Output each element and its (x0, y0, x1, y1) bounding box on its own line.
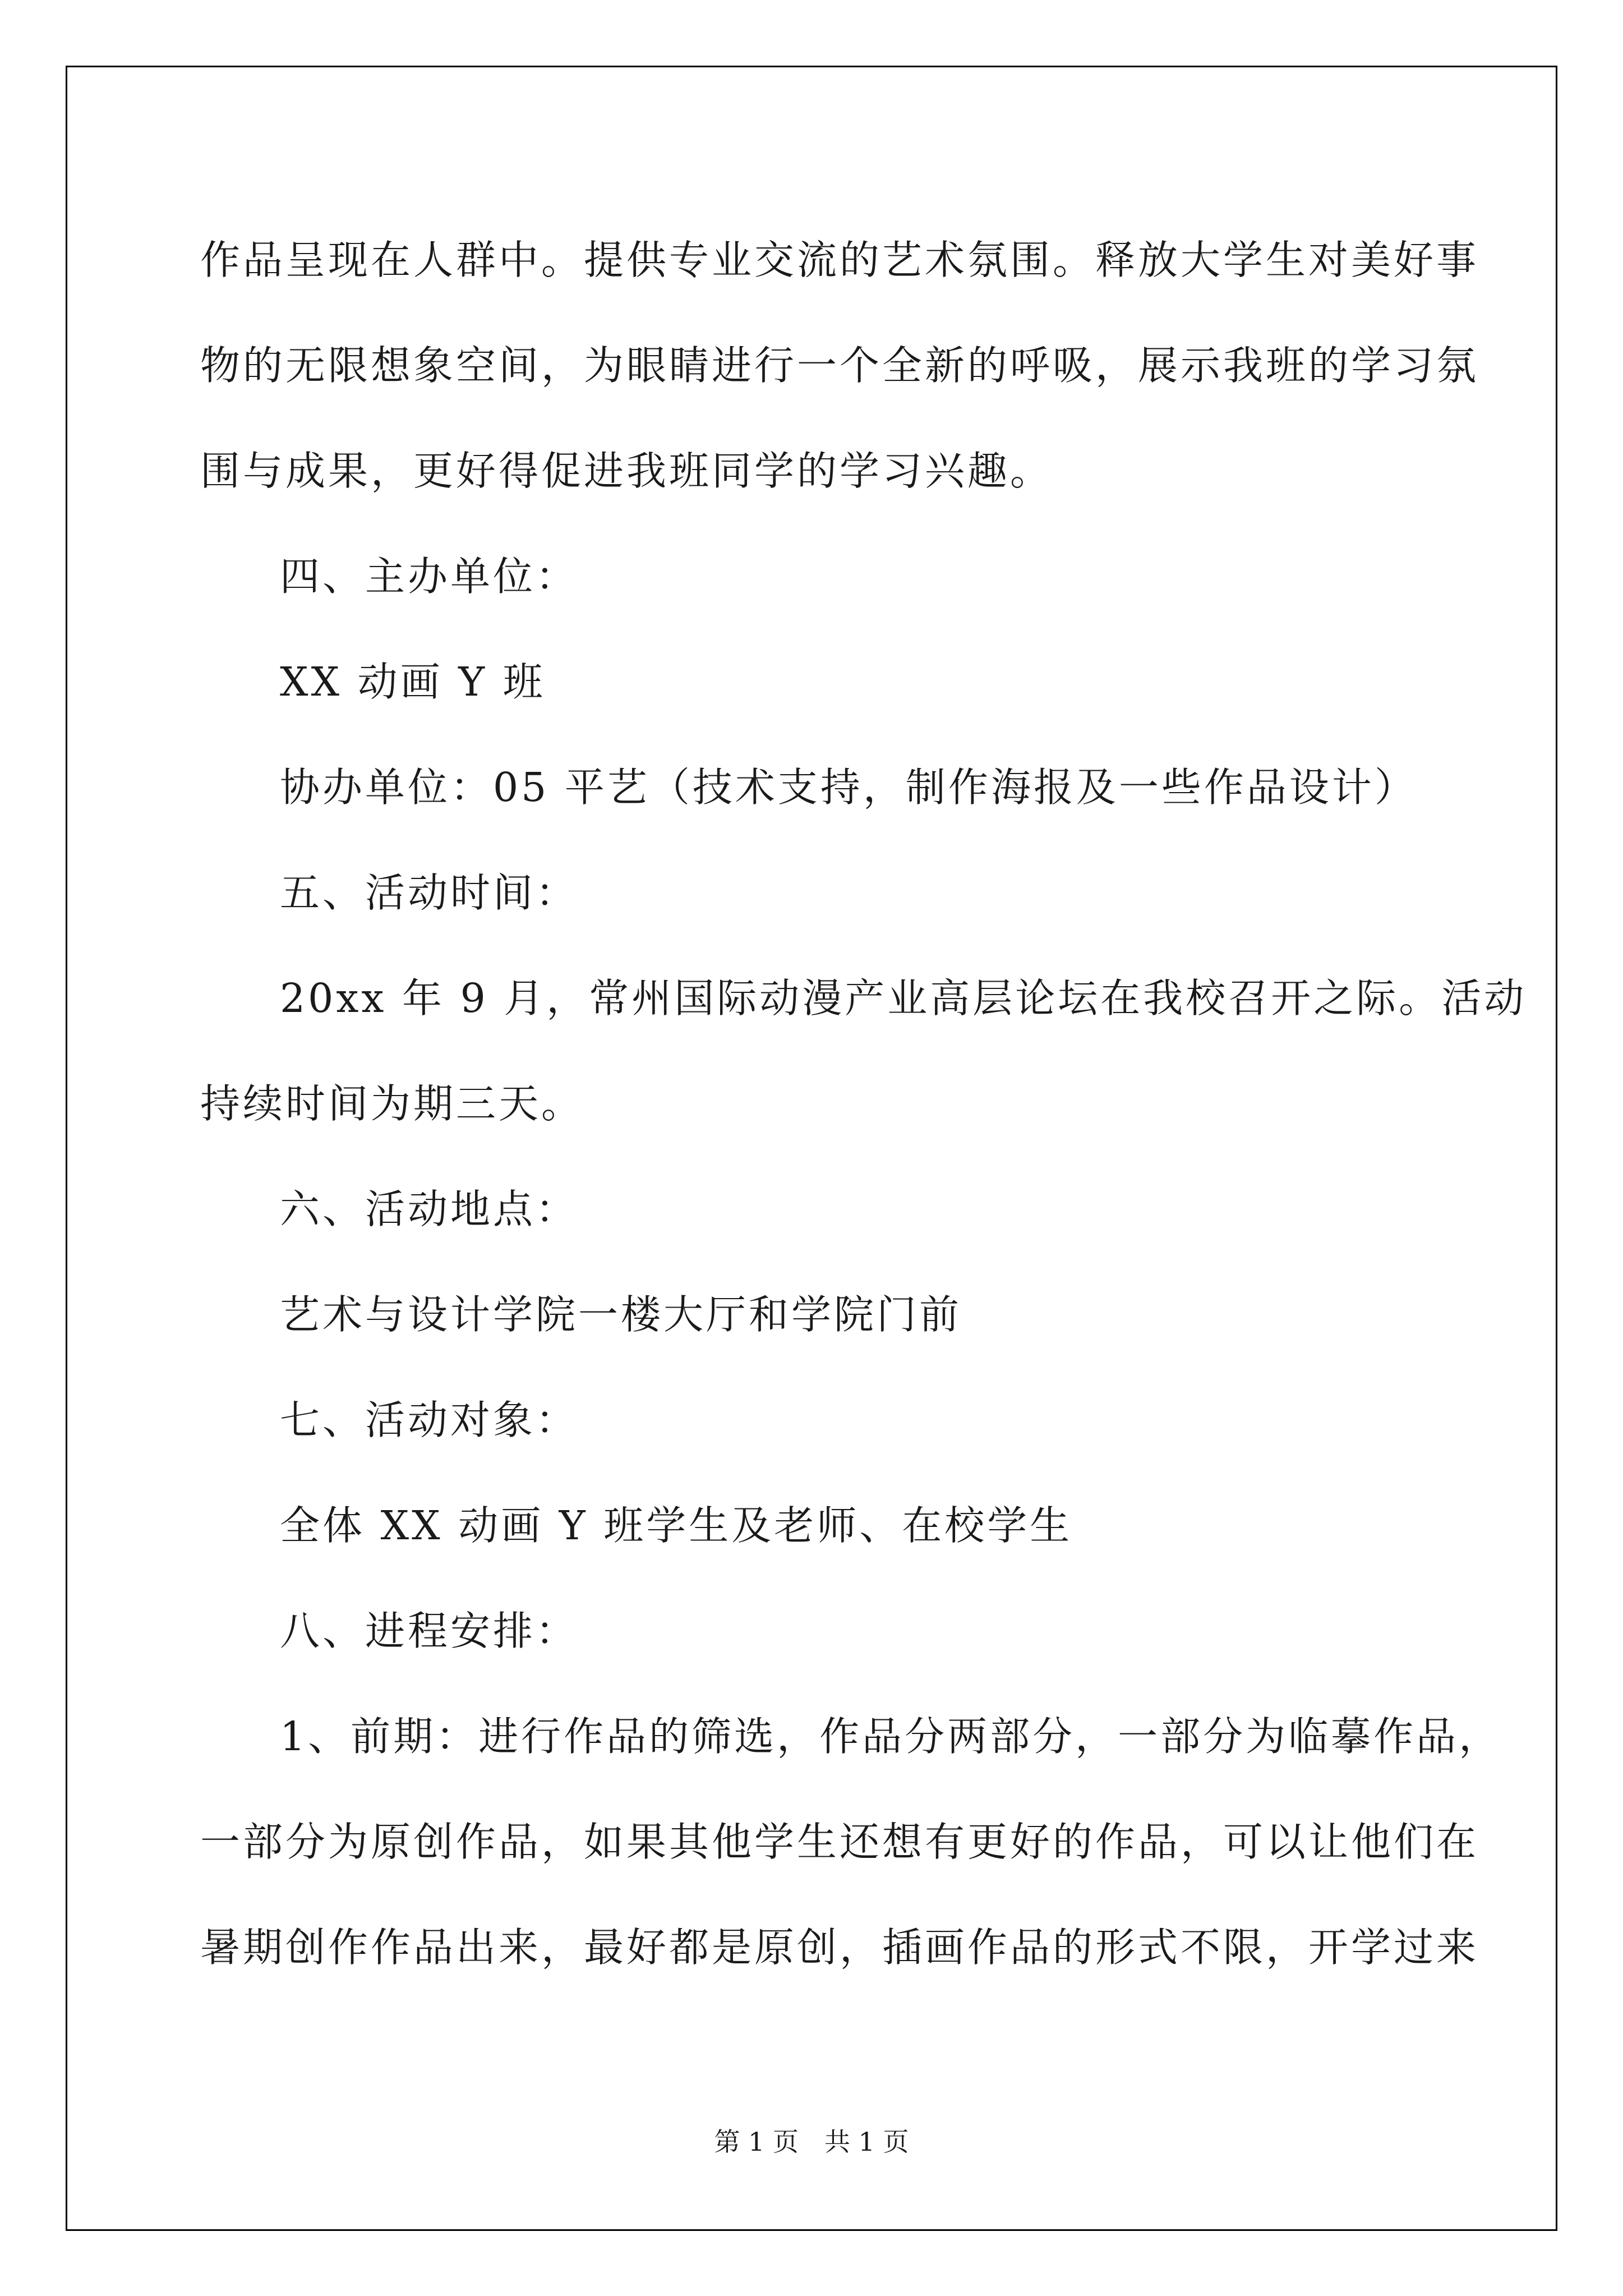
section-heading-location: 六、活动地点： (280, 1186, 579, 1232)
co-organizer-line: 协办单位：05 平艺（技术支持，制作海报及一些作品设计） (280, 764, 1417, 811)
page-footer (0, 2125, 1623, 2159)
body-line: 作品呈现在人群中。提供专业交流的艺术氛围。释放大学生对美好事 (200, 237, 1479, 283)
document-body (200, 208, 1527, 2000)
section-heading-organizer: 四、主办单位： (280, 553, 579, 600)
organizer-value: XX 动画 Y 班 (280, 659, 546, 705)
page-number: 第 1 页 (714, 2127, 799, 2157)
body-line: 一部分为原创作品，如果其他学生还想有更好的作品，可以让他们在 (200, 1819, 1479, 1865)
body-line: 1、前期：进行作品的筛选，作品分两部分，一部分为临摹作品， (280, 1713, 1502, 1760)
section-heading-time: 五、活动时间： (280, 869, 579, 916)
audience-value: 全体 XX 动画 Y 班学生及老师、在校学生 (280, 1502, 1073, 1549)
body-line: 物的无限想象空间，为眼睛进行一个全新的呼吸，展示我班的学习氛 (200, 342, 1479, 389)
location-value: 艺术与设计学院一楼大厅和学院门前 (280, 1291, 962, 1338)
body-line: 围与成果，更好得促进我班同学的学习兴趣。 (200, 448, 1053, 494)
page-total: 共 1 页 (824, 2127, 909, 2157)
body-line: 暑期创作作品出来，最好都是原创，插画作品的形式不限，开学过来 (200, 1924, 1479, 1971)
body-line: 持续时间为期三天。 (200, 1080, 584, 1127)
section-heading-schedule: 八、进程安排： (280, 1608, 579, 1654)
section-heading-audience: 七、活动对象： (280, 1397, 579, 1443)
body-line: 20xx 年 9 月，常州国际动漫产业高层论坛在我校召开之际。活动 (280, 975, 1527, 1022)
